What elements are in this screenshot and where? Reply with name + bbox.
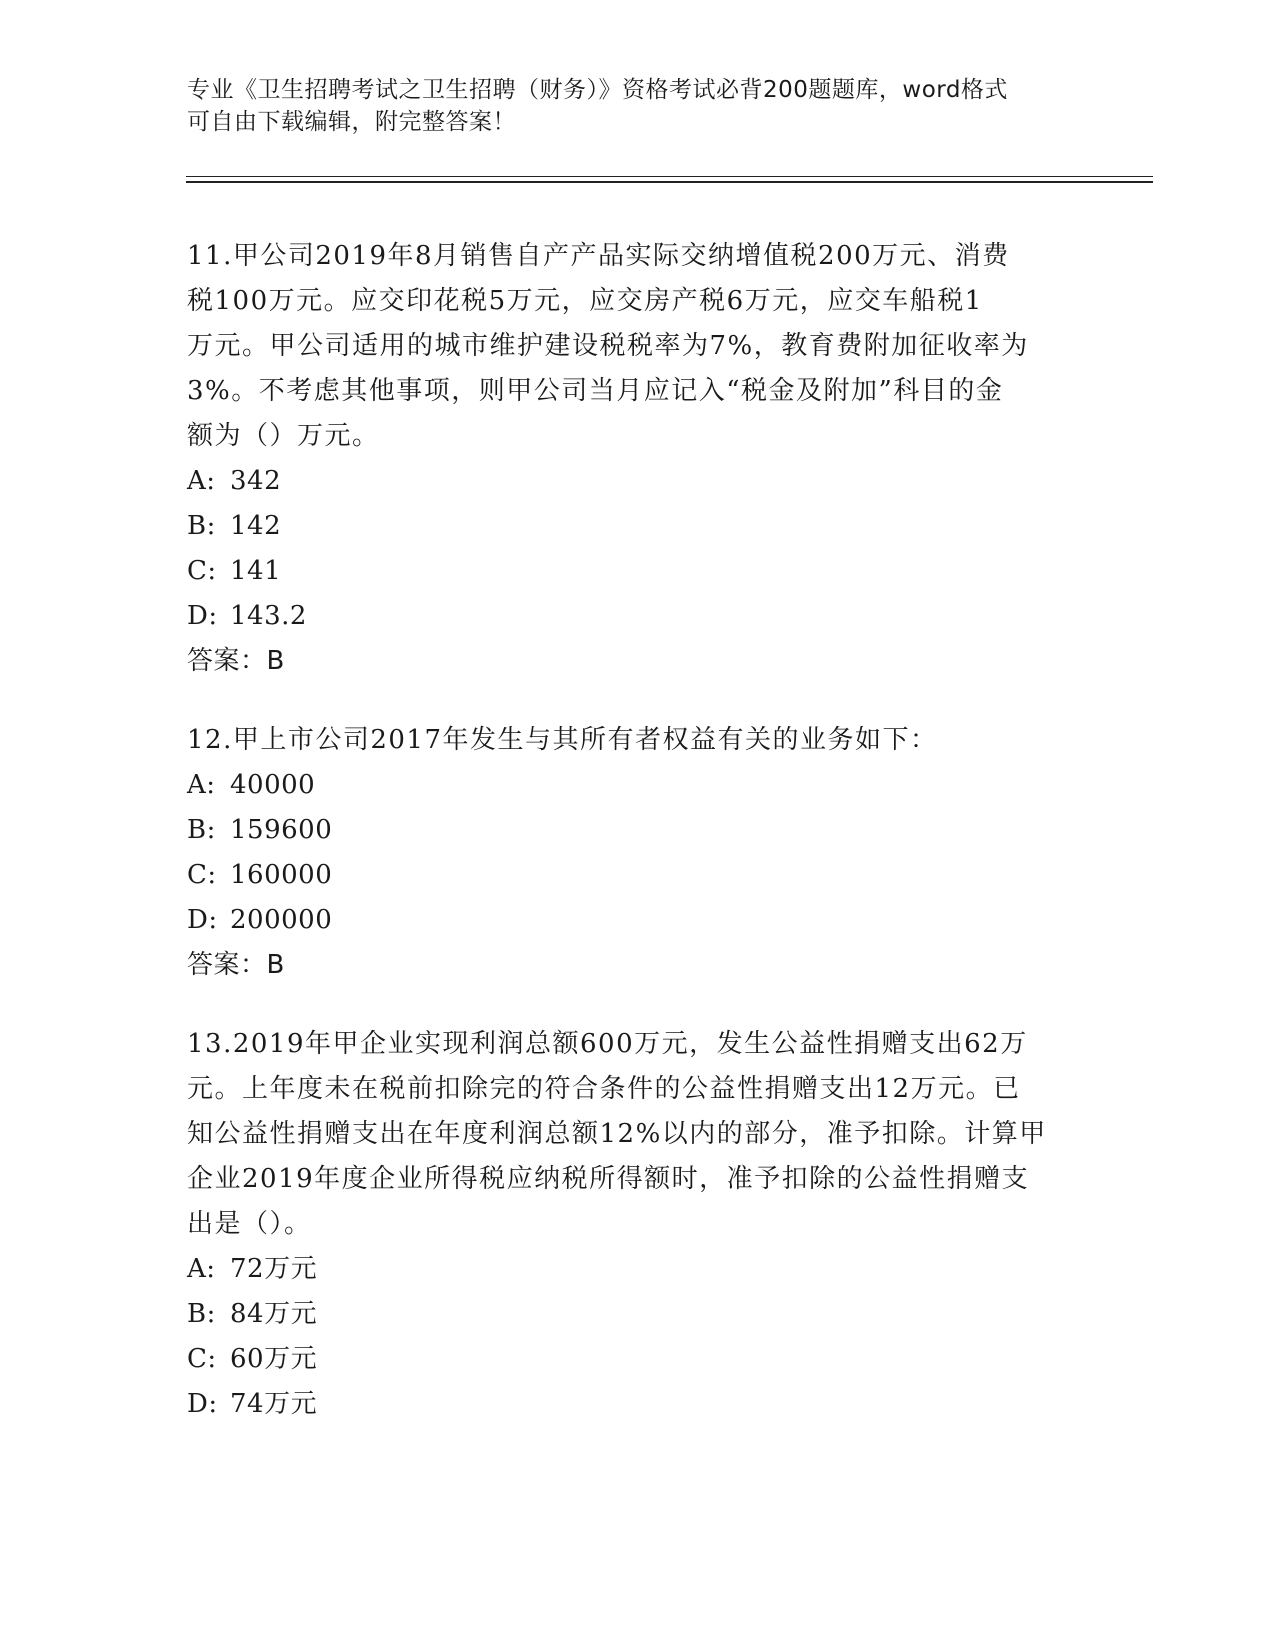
question-stem-line: 额为（）万元。 [187,421,380,451]
option-value: 142 [230,511,282,541]
option-value: 84万元 [230,1299,318,1329]
option-value: 74万元 [230,1389,318,1419]
option-a [187,1247,1087,1292]
option-key: B: [187,815,216,845]
option-value: 200000 [230,905,333,935]
option-key: B: [187,511,216,541]
option-key: D: [187,601,218,631]
option-d [187,898,1087,943]
option-key: D: [187,905,218,935]
header-divider-thick [186,181,1153,183]
option-value: 40000 [230,770,316,800]
option-a [187,459,1087,504]
option-value: 143.2 [230,601,307,631]
option-key: D: [187,1389,218,1419]
option-value: 159600 [230,815,333,845]
option-c [187,1337,1087,1382]
option-d [187,1382,1087,1427]
question-stem-line: 万元。甲公司适用的城市维护建设税税率为7%，教育费附加征收率为 [187,331,1029,361]
header-line-1: 专业《卫生招聘考试之卫生招聘（财务）》资格考试必背200题题库，word格式 [187,77,1008,103]
question-stem-line: 11.甲公司2019年8月销售自产产品实际交纳增值税200万元、消费 [187,241,1010,271]
option-value: 342 [230,466,282,496]
answer-line: 答案：B [187,646,285,676]
header-divider-thin [186,176,1153,177]
answer-line: 答案：B [187,950,285,980]
option-key: C: [187,860,217,890]
option-key: A: [187,1254,216,1284]
option-value: 160000 [230,860,333,890]
header-line-2: 可自由下载编辑，附完整答案！ [187,109,516,135]
question-12 [187,718,1087,988]
question-13 [187,1022,1087,1427]
option-key: C: [187,1344,217,1374]
option-value: 141 [230,556,282,586]
option-b [187,504,1087,549]
question-stem-line: 知公益性捐赠支出在年度利润总额12%以内的部分，准予扣除。计算甲 [187,1119,1047,1149]
option-value: 72万元 [230,1254,318,1284]
question-stem-line: 税100万元。应交印花税5万元，应交房产税6万元，应交车船税1 [187,286,983,316]
document-header [187,74,1067,138]
option-value: 60万元 [230,1344,318,1374]
question-stem-line: 出是（）。 [187,1209,312,1239]
option-d [187,594,1087,639]
question-stem-line: 12.甲上市公司2017年发生与其所有者权益有关的业务如下： [187,725,938,755]
question-stem-line: 13.2019年甲企业实现利润总额600万元，发生公益性捐赠支出62万 [187,1029,1028,1059]
option-key: B: [187,1299,216,1329]
question-stem-line: 3%。不考虑其他事项，则甲公司当月应记入“税金及附加”科目的金 [187,376,1004,406]
option-b [187,1292,1087,1337]
question-11 [187,234,1087,684]
question-stem-line: 企业2019年度企业所得税应纳税所得额时，准予扣除的公益性捐赠支 [187,1164,1030,1194]
question-list [187,234,1087,1461]
option-key: A: [187,466,216,496]
option-key: A: [187,770,216,800]
option-key: C: [187,556,217,586]
option-a [187,763,1087,808]
option-c [187,549,1087,594]
question-stem-line: 元。上年度未在税前扣除完的符合条件的公益性捐赠支出12万元。已 [187,1074,1021,1104]
option-c [187,853,1087,898]
option-b [187,808,1087,853]
